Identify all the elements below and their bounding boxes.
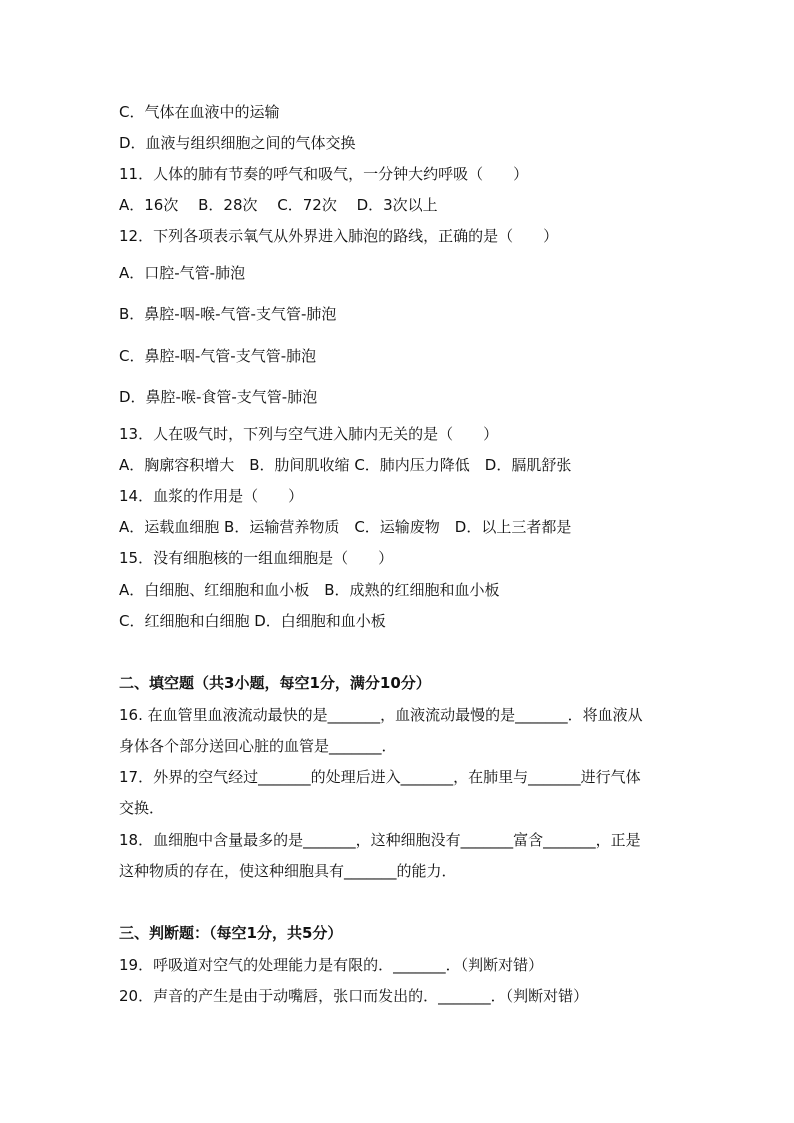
question-13: 13．人在吸气时，下列与空气进入肺内无关的是（ ）	[119, 425, 499, 443]
question-12: 12．下列各项表示氧气从外界进入肺泡的路线，正确的是（ ）	[119, 227, 559, 245]
question-14: 14．血浆的作用是（ ）	[119, 487, 304, 505]
question-11: 11．人体的肺有节奏的呼气和吸气，一分钟大约呼吸（ ）	[119, 165, 529, 183]
question-18-line-1: 18．血细胞中含量最多的是_______，这种细胞没有_______富含_______，正是	[119, 831, 641, 849]
question-17-line-1: 17．外界的空气经过_______的处理后进入_______，在肺里与_______进行气体	[119, 768, 641, 786]
section-3-heading: 三、判断题：（每空1分，共5分）	[119, 924, 343, 942]
question-18-line-2: 这种物质的存在，使这种细胞具有_______的能力．	[119, 862, 457, 880]
question-15-options-cd: C．红细胞和白细胞 D．白细胞和血小板	[119, 612, 386, 630]
question-12-option-c: C．鼻腔-咽-气管-支气管-肺泡	[119, 347, 317, 365]
question-17-line-2: 交换．	[119, 799, 165, 817]
question-16-line-2: 身体各个部分送回心脏的血管是_______．	[119, 737, 397, 755]
line-d-gas-exchange: D．血液与组织细胞之间的气体交换	[119, 134, 356, 152]
question-14-options: A．运载血细胞 B．运输营养物质 C．运输废物 D．以上三者都是	[119, 518, 572, 536]
question-12-option-d: D．鼻腔-喉-食管-支气管-肺泡	[119, 388, 318, 406]
question-16-line-1: 16. 在血管里血液流动最快的是_______，血液流动最慢的是_______．将血液从	[119, 706, 643, 724]
question-20: 20．声音的产生是由于动嘴唇，张口而发出的．_______．（判断对错）	[119, 987, 589, 1005]
question-13-options: A．胸廓容积增大 B．肋间肌收缩 C．肺内压力降低 D．膈肌舒张	[119, 456, 572, 474]
question-12-option-b: B．鼻腔-咽-喉-气管-支气管-肺泡	[119, 305, 337, 323]
section-2-heading: 二、填空题（共3小题，每空1分，满分10分）	[119, 674, 431, 692]
question-11-options: A．16次 B．28次 C．72次 D．3次以上	[119, 196, 438, 214]
question-15: 15．没有细胞核的一组血细胞是（ ）	[119, 549, 394, 567]
line-c-gas-transport: C．气体在血液中的运输	[119, 103, 280, 121]
question-15-options-ab: A．白细胞、红细胞和血小板 B．成熟的红细胞和血小板	[119, 581, 500, 599]
question-12-option-a: A．口腔-气管-肺泡	[119, 264, 246, 282]
question-19: 19．呼吸道对空气的处理能力是有限的．_______．（判断对错）	[119, 956, 544, 974]
